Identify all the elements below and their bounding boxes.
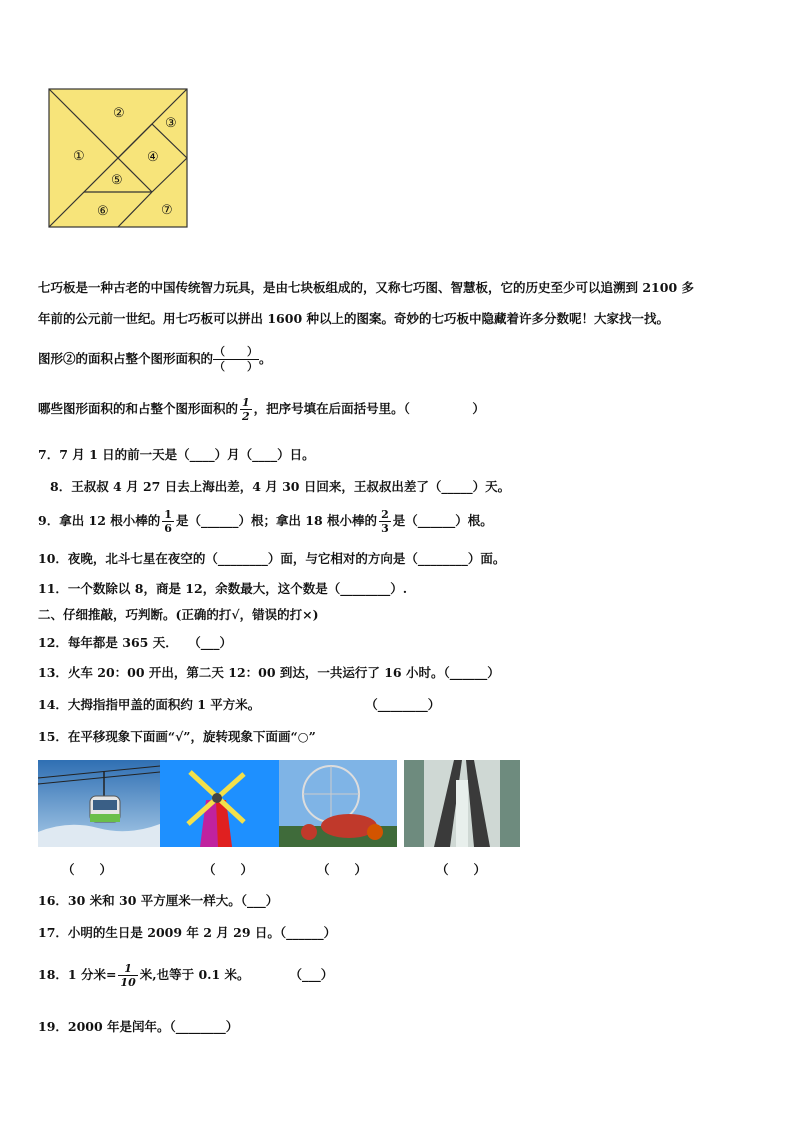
fraction-one-sixth: $\frac{1}{6}$ bbox=[164, 508, 172, 535]
intro-line-1: 七巧板是一种古老的中国传统智力玩具，是由七块板组成的，又称七巧图、智慧板，它的历史至少可以追溯到 2100 多 bbox=[38, 280, 694, 295]
cable-car-photo bbox=[38, 760, 160, 847]
question-9-blank-2[interactable]: 是（______）根。 bbox=[392, 513, 493, 528]
tangram-label-2: ② bbox=[113, 106, 125, 121]
question-7[interactable]: 7．7 月 1 日的前一天是（____）月（____）日。 bbox=[38, 447, 315, 462]
windmill-photo bbox=[160, 760, 279, 847]
tangram-label-7: ⑦ bbox=[161, 203, 173, 218]
question-half-answer-blank[interactable]: ，把序号填在后面括号里。（ ） bbox=[253, 401, 485, 416]
fraction-denominator-blank[interactable]: （ ） bbox=[214, 360, 259, 373]
tangram-label-4: ④ bbox=[147, 150, 159, 165]
question-19[interactable]: 19．2000 年是闰年。（________） bbox=[38, 1019, 239, 1034]
tangram-label-5: ⑤ bbox=[111, 173, 123, 188]
fraction-one-half: $\frac{1}{2}$ bbox=[242, 396, 250, 423]
fraction-two-thirds: $\frac{2}{3}$ bbox=[381, 508, 389, 535]
question-12[interactable]: 12．每年都是 365 天． （___） bbox=[38, 635, 233, 650]
question-8[interactable]: 8．王叔叔 4 月 27 日去上海出差，4 月 30 日回来，王叔叔出差了（_____）天。 bbox=[50, 479, 511, 494]
question-11[interactable]: 11．一个数除以 8，商是 12，余数最大，这个数是（________）. bbox=[38, 581, 408, 596]
answer-fraction-blank[interactable] bbox=[213, 345, 259, 374]
question-16[interactable]: 16．30 米和 30 平方厘米一样大。（___） bbox=[38, 893, 279, 908]
intro-line-2: 年前的公元前一世纪。用七巧板可以拼出 1600 种以上的图案。奇妙的七巧板中隐藏着许多分数呢！大家找一找。 bbox=[38, 311, 669, 326]
question-18: 18．1 分米= $\frac{1}{10}$ 米,也等于 0.1 米。 （___） bbox=[38, 962, 334, 989]
q15-blank-1[interactable]: （ ） bbox=[62, 862, 113, 877]
question-area-fraction bbox=[38, 345, 272, 374]
tangram-label-1: ① bbox=[73, 149, 85, 164]
question-14-text: 14．大拇指指甲盖的面积约 1 平方米。 bbox=[38, 697, 261, 712]
q15-blank-3[interactable]: （ ） bbox=[317, 862, 368, 877]
question-half-area bbox=[38, 396, 485, 423]
ferris-wheel-photo bbox=[279, 760, 397, 847]
question-14-blank[interactable]: （________） bbox=[365, 697, 441, 712]
question-17[interactable]: 17．小明的生日是 2009 年 2 月 29 日。（______） bbox=[38, 925, 337, 940]
q15-blank-2[interactable]: （ ） bbox=[203, 862, 254, 877]
tangram-label-3: ③ bbox=[165, 116, 177, 131]
question-area-end: 。 bbox=[259, 351, 272, 366]
question-13[interactable]: 13．火车 20：00 开出，第二天 12：00 到达，一共运行了 16 小时。（______） bbox=[38, 665, 500, 680]
question-15: 15．在平移现象下面画“√”，旋转现象下面画“○” bbox=[38, 729, 316, 744]
escalator-photo bbox=[404, 760, 520, 847]
fraction-numerator-blank[interactable]: （ ） bbox=[214, 345, 259, 358]
question-18-text: 18．1 分米= bbox=[38, 967, 117, 982]
q15-blank-4[interactable]: （ ） bbox=[436, 862, 487, 877]
question-18-blank[interactable]: （___） bbox=[289, 967, 334, 982]
question-10[interactable]: 10．夜晚，北斗七星在夜空的（________）面，与它相对的方向是（________）面。 bbox=[38, 551, 506, 566]
question-area-text: 图形②的面积占整个图形面积的 bbox=[38, 351, 214, 366]
question-14 bbox=[38, 696, 440, 714]
tangram-label-6: ⑥ bbox=[97, 204, 109, 219]
fraction-one-tenth: $\frac{1}{10}$ bbox=[120, 962, 136, 989]
tangram-figure bbox=[48, 88, 190, 230]
question-9-blank-1[interactable]: 是（______）根；拿出 18 根小棒的 bbox=[175, 513, 378, 528]
section-2-heading: 二、仔细推敲，巧判断。(正确的打√，错误的打×) bbox=[38, 607, 319, 622]
question-half-text: 哪些图形面积的和占整个图形面积的 bbox=[38, 401, 239, 416]
question-9: 9．拿出 12 根小棒的 $\frac{1}{6}$ 是（______）根；拿出 18 根小棒的 $\frac{2}{3}$ 是（______）根。 bbox=[38, 508, 493, 535]
